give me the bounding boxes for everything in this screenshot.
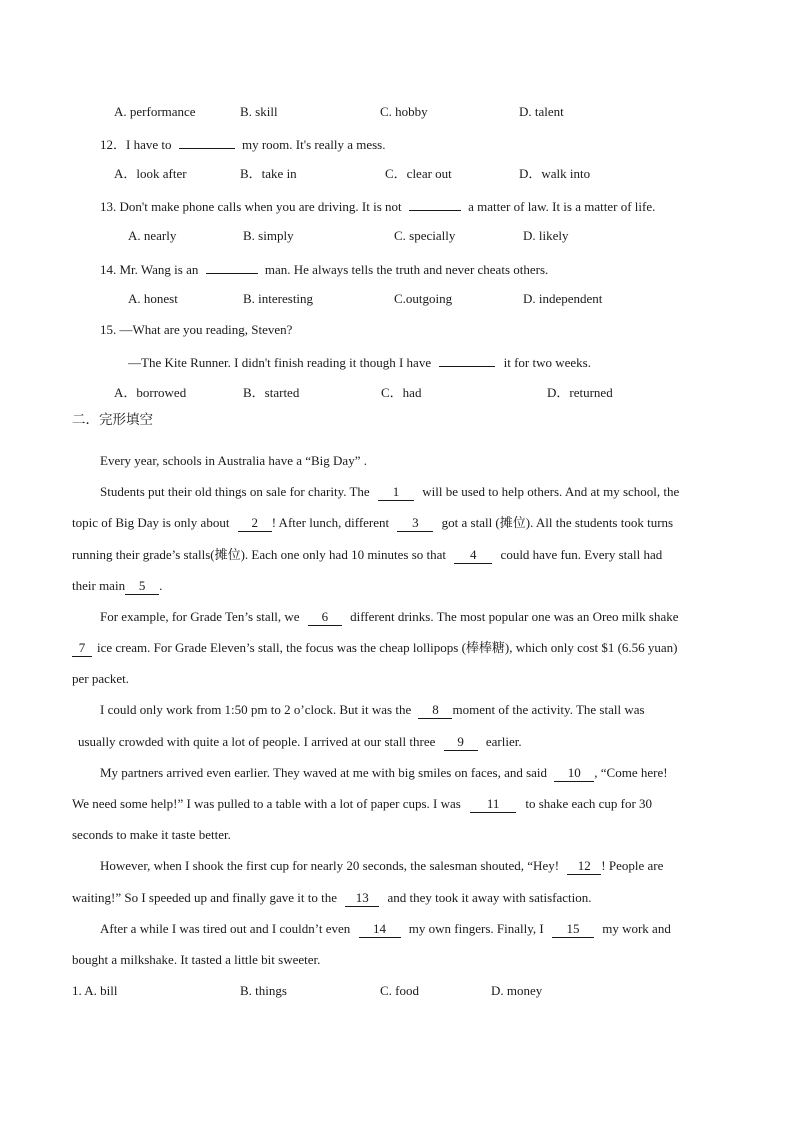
cloze-line-7 xyxy=(72,639,678,657)
q15-question: 15. —What are you reading, Steven? xyxy=(100,322,293,337)
cloze-line-4 xyxy=(72,546,662,564)
cloze-text: We need some help!” I was pulled to a table with a lot of paper cups. I was xyxy=(72,796,461,811)
cloze-text: usually crowded with quite a lot of people. I arrived at our stall three xyxy=(78,734,436,749)
cloze-blank-5: 5 xyxy=(125,578,159,595)
q11-option-d: D. talent xyxy=(519,104,564,119)
cloze-line-12 xyxy=(72,795,652,813)
cloze-line-8: per packet. xyxy=(72,671,130,686)
cloze-text: , “Come here! xyxy=(594,765,668,780)
cloze-line-13: seconds to make it taste better. xyxy=(72,827,231,842)
q15-text-post: it for two weeks. xyxy=(503,355,591,370)
cloze-line-15 xyxy=(72,889,591,907)
cloze-line-9 xyxy=(100,701,645,719)
q11-option-c: C. hobby xyxy=(380,104,428,119)
q12-option-d: D．walk into xyxy=(519,166,591,181)
q12-option-b: B．take in xyxy=(240,166,297,181)
cloze-text: my work and xyxy=(602,921,671,936)
cloze-text: their main xyxy=(72,578,126,593)
cloze-blank-11: 11 xyxy=(470,796,516,813)
q11-option-b: B. skill xyxy=(240,104,278,119)
q12-blank xyxy=(179,134,235,149)
q12-stem xyxy=(100,134,386,154)
q14-text-pre: 14. Mr. Wang is an xyxy=(100,262,199,277)
cloze-line-3 xyxy=(72,514,673,532)
q13-option-d: D. likely xyxy=(523,228,569,243)
cloze-text: However, when I shook the first cup for nearly 20 seconds, the salesman shouted, “Hey! xyxy=(100,858,560,873)
cloze-text: different drinks. The most popular one was an Oreo milk shake xyxy=(350,609,679,624)
q14-option-b: B. interesting xyxy=(243,291,314,306)
q11-option-a: A. performance xyxy=(114,104,196,119)
cloze-blank-4: 4 xyxy=(454,547,492,564)
q15-text-pre: —The Kite Runner. I didn't finish reading it though I have xyxy=(128,355,432,370)
cloze-text: to shake each cup for 30 xyxy=(525,796,653,811)
cloze-blank-6: 6 xyxy=(308,609,342,626)
cloze-text: . xyxy=(159,578,163,593)
cloze-blank-13: 13 xyxy=(345,890,379,907)
cloze-text: earlier. xyxy=(485,734,522,749)
q12-option-a: A．look after xyxy=(114,166,187,181)
q13-stem xyxy=(100,196,655,216)
q14-stem xyxy=(100,259,548,279)
q15-option-b: B．started xyxy=(243,385,300,400)
cloze-line-17: bought a milkshake. It tasted a little bit sweeter. xyxy=(72,952,321,967)
q13-option-c: C. specially xyxy=(394,228,456,243)
q13-blank xyxy=(409,196,461,211)
q1-option-b: B. things xyxy=(240,983,287,998)
q14-option-a: A. honest xyxy=(128,291,178,306)
cloze-line-10 xyxy=(78,733,522,751)
cloze-blank-14: 14 xyxy=(359,921,401,938)
cloze-text: and they took it away with satisfaction. xyxy=(387,890,592,905)
cloze-text: topic of Big Day is only about xyxy=(72,515,230,530)
q15-option-d: D．returned xyxy=(547,385,613,400)
q12-option-c: C．clear out xyxy=(385,166,452,181)
q15-blank xyxy=(439,352,495,367)
q14-blank xyxy=(206,259,258,274)
q13-text-pre: 13. Don't make phone calls when you are driving. It is not xyxy=(100,199,402,214)
cloze-blank-8: 8 xyxy=(418,702,452,719)
cloze-text: got a stall (摊位). All the students took turns xyxy=(441,515,674,530)
q1-option-a: 1. A. bill xyxy=(72,983,118,998)
cloze-text: will be used to help others. And at my school, the xyxy=(422,484,680,499)
cloze-text: After a while I was tired out and I couldn’t even xyxy=(100,921,351,936)
q13-text-post: a matter of law. It is a matter of life. xyxy=(468,199,656,214)
section-title: 二．完形填空 xyxy=(72,412,153,428)
q1-option-d: D. money xyxy=(491,983,543,998)
q15-option-a: A．borrowed xyxy=(114,385,187,400)
cloze-line-14 xyxy=(100,857,663,875)
cloze-blank-2: 2 xyxy=(238,515,272,532)
cloze-text: My partners arrived even earlier. They waved at me with big smiles on faces, and said xyxy=(100,765,548,780)
cloze-line-2 xyxy=(100,483,679,501)
cloze-text: waiting!” So I speeded up and finally gave it to the xyxy=(72,890,337,905)
q14-text-post: man. He always tells the truth and never cheats others. xyxy=(264,262,549,277)
q13-option-a: A. nearly xyxy=(128,228,177,243)
cloze-text: my own fingers. Finally, I xyxy=(408,921,544,936)
cloze-text: ice cream. For Grade Eleven’s stall, the focus was the cheap lollipops (棒棒糖), which only cost $1 (6.56 yuan) xyxy=(97,640,678,655)
cloze-text: running their grade’s stalls(摊位). Each one only had 10 minutes so that xyxy=(72,547,447,562)
q14-option-d: D. independent xyxy=(523,291,603,306)
cloze-blank-9: 9 xyxy=(444,734,478,751)
cloze-blank-10: 10 xyxy=(554,765,594,782)
q13-option-b: B. simply xyxy=(243,228,294,243)
cloze-text: ! People are xyxy=(601,858,664,873)
cloze-blank-7: 7 xyxy=(72,640,92,657)
cloze-line-6 xyxy=(100,608,679,626)
q12-text-post: my room. It's really a mess. xyxy=(241,137,386,152)
q15-option-c: C．had xyxy=(381,385,422,400)
cloze-blank-1: 1 xyxy=(378,484,414,501)
cloze-line-1: Every year, schools in Australia have a “Big Day” . xyxy=(100,453,367,468)
cloze-text: I could only work from 1:50 pm to 2 o’clock. But it was the xyxy=(100,702,412,717)
cloze-text: For example, for Grade Ten’s stall, we xyxy=(100,609,300,624)
cloze-line-5 xyxy=(72,577,162,595)
cloze-line-16 xyxy=(100,920,671,938)
q1-option-c: C. food xyxy=(380,983,419,998)
cloze-blank-3: 3 xyxy=(397,515,433,532)
cloze-blank-15: 15 xyxy=(552,921,594,938)
cloze-line-11 xyxy=(100,764,668,782)
cloze-text: Students put their old things on sale for charity. The xyxy=(100,484,370,499)
q15-answer-line xyxy=(128,352,591,372)
q14-option-c: C.outgoing xyxy=(394,291,453,306)
q12-text-pre: 12．I have to xyxy=(100,137,172,152)
cloze-blank-12: 12 xyxy=(567,858,601,875)
cloze-text: could have fun. Every stall had xyxy=(500,547,663,562)
cloze-text: ! After lunch, different xyxy=(271,515,390,530)
cloze-text: moment of the activity. The stall was xyxy=(452,702,645,717)
